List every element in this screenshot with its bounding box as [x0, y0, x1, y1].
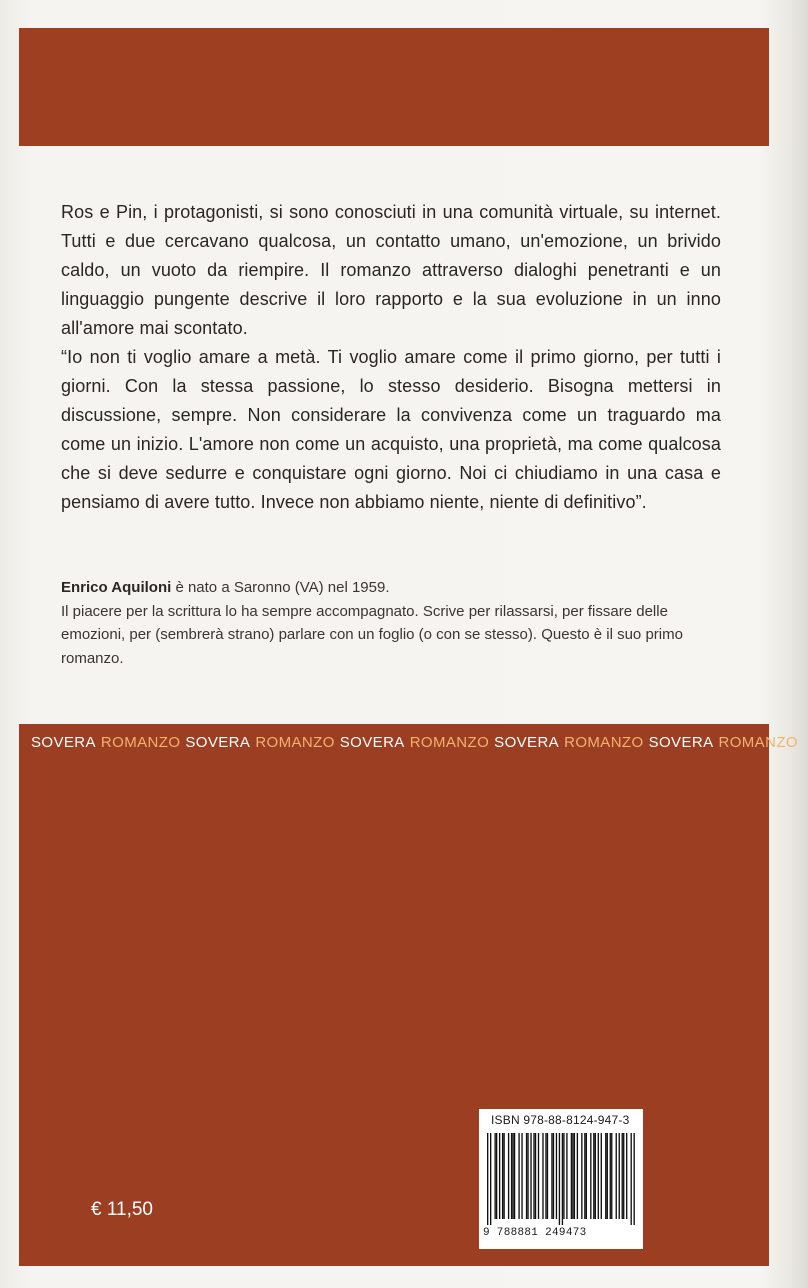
author-intro: [61, 576, 731, 600]
barcode-bar: [511, 1133, 512, 1219]
barcode-bar: [499, 1133, 500, 1219]
barcode-bar: [490, 1133, 491, 1225]
series-genre-word: ROMANZO: [409, 734, 490, 751]
blurb-quote: “Io non ti voglio amare a metà. Ti voglio amare come il primo giorno, per tutti i giorni. Con la stessa passione, lo stesso desiderio. Bisogna mettersi in discussione, sempre. Non considerare la convivenza come un traguardo ma come un inizio. L'amore non come un acquisto, una proprietà, ma come qualcosa che si deve sedurre e conquistare ogni giorno. Noi ci chiudiamo in una casa e pensiamo di avere tutto. Invece non abbiamo niente, niente di definitivo”.: [61, 347, 721, 512]
price: € 11,50: [91, 1199, 153, 1220]
barcode-bar: [526, 1133, 527, 1219]
series-publisher-word: SOVERA: [494, 734, 560, 751]
barcode-digits: 9 788881 249473: [483, 1227, 587, 1239]
barcode-bar: [622, 1133, 623, 1219]
isbn-label: ISBN 978-88-8124-947-3: [491, 1113, 630, 1127]
blurb: [61, 198, 721, 517]
series-publisher-word: SOVERA: [31, 734, 96, 751]
barcode-bar: [556, 1133, 557, 1219]
barcode-bar: [530, 1133, 531, 1219]
bottom-color-block: [19, 724, 798, 1266]
barcode-bar: [631, 1133, 632, 1225]
barcode-icon: [487, 1133, 635, 1225]
barcode-bar: [593, 1133, 594, 1219]
author-bio: [61, 576, 731, 670]
barcode-bar: [598, 1133, 599, 1219]
author-name: Enrico Aquiloni: [61, 579, 172, 596]
author-birth: è nato a Saronno (VA) nel 1959.: [171, 579, 390, 596]
barcode-bar: [487, 1133, 488, 1225]
barcode-bar: [577, 1133, 578, 1219]
barcode-bar: [518, 1133, 519, 1219]
barcode-bar: [521, 1133, 522, 1219]
barcode-bar: [563, 1133, 564, 1219]
barcode-bar: [559, 1133, 560, 1225]
series-publisher-word: SOVERA: [648, 734, 714, 751]
barcode-bar: [508, 1133, 509, 1219]
barcode-bar: [611, 1133, 612, 1219]
barcode-box: [479, 1109, 643, 1249]
barcode-bar: [527, 1133, 528, 1219]
barcode-bar: [634, 1133, 635, 1225]
barcode-bar: [610, 1133, 611, 1219]
barcode-bar: [607, 1133, 608, 1219]
barcode-bar: [590, 1133, 591, 1219]
barcode-bar: [626, 1133, 627, 1219]
barcode-bar: [514, 1133, 515, 1219]
blurb-paragraph: Ros e Pin, i protagonisti, si sono conosciuti in una comunità virtuale, su internet. Tutti e due cercavano qualcosa, un contatto umano, un'emozione, un brivido caldo, un vuoto da riempire. Il romanzo attraverso dialoghi penetranti e un linguaggio pungente descrive il loro rapporto e la sua evoluzione in un inno all'amore mai scontato.: [61, 202, 721, 338]
author-description: Il piacere per la scrittura lo ha sempre accompagnato. Scrive per rilassarsi, per fissare delle emozioni, per (sembrerà strano) parlare con un foglio (o con se stesso). Questo è il suo primo romanzo.: [61, 602, 683, 667]
barcode-bar: [574, 1133, 575, 1219]
barcode-bar: [605, 1133, 606, 1219]
series-strip: [31, 733, 798, 753]
barcode-bar: [533, 1133, 534, 1219]
series-genre-word: ROMANZO: [564, 734, 644, 751]
barcode-bar: [547, 1133, 548, 1219]
barcode-bar: [566, 1133, 567, 1219]
series-genre-word: ROMANZO: [718, 734, 798, 751]
barcode-bar: [623, 1133, 624, 1219]
barcode-bar: [562, 1133, 563, 1225]
barcode-bar: [535, 1133, 536, 1219]
barcode-bar: [512, 1133, 513, 1219]
barcode-bar: [601, 1133, 602, 1219]
barcode-bar: [616, 1133, 617, 1219]
barcode-bar: [496, 1133, 497, 1219]
barcode-bar: [538, 1133, 539, 1219]
barcode-bar: [586, 1133, 587, 1219]
barcode-bar: [542, 1133, 543, 1219]
barcode-bar: [553, 1133, 554, 1219]
barcode-bar: [571, 1133, 572, 1219]
top-color-band: [19, 28, 769, 146]
series-publisher-word: SOVERA: [185, 734, 251, 751]
series-genre-word: ROMANZO: [100, 734, 181, 751]
barcode-bar: [595, 1133, 596, 1219]
barcode-bar: [551, 1133, 552, 1219]
barcode-bar: [502, 1133, 503, 1219]
barcode-bar: [545, 1133, 546, 1219]
series-publisher-word: SOVERA: [339, 734, 405, 751]
barcode-bar: [581, 1133, 582, 1219]
barcode-bar: [494, 1133, 495, 1219]
barcode-bar: [619, 1133, 620, 1219]
barcode-bar: [572, 1133, 573, 1219]
series-genre-word: ROMANZO: [255, 734, 335, 751]
barcode-bar: [503, 1133, 504, 1219]
barcode-bar: [584, 1133, 585, 1219]
